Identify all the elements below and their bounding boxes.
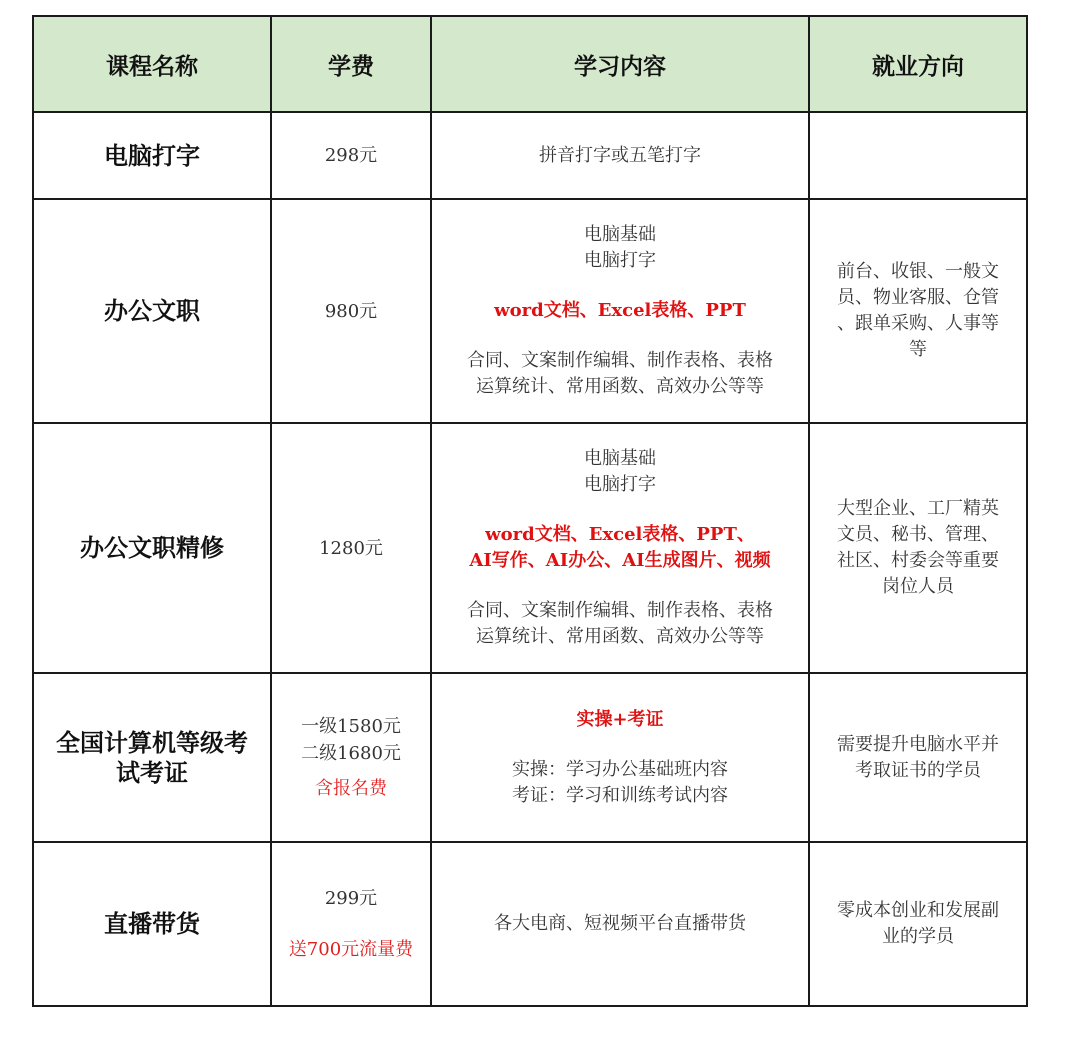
fee-line: 1280元 (319, 537, 383, 559)
course-jobs (809, 112, 1027, 199)
content-line: 各大电商、短视频平台直播带货 (494, 913, 746, 934)
course-table (32, 15, 1028, 1007)
course-name: 办公文职精修 (33, 423, 271, 673)
jobs-line: 大型企业、工厂精英 (837, 498, 999, 519)
content-basic-line: 电脑打字 (584, 250, 656, 271)
jobs-line: 业的学员 (882, 926, 954, 947)
course-content (431, 673, 809, 842)
course-fee (271, 112, 431, 199)
content-detail-line: 实操：学习办公基础班内容 (512, 758, 728, 780)
jobs-line: 需要提升电脑水平并 (837, 733, 999, 755)
jobs-line: 岗位人员 (882, 576, 954, 597)
jobs-line: 前台、收银、一般文 (837, 261, 999, 282)
course-jobs (809, 423, 1027, 673)
content-detail-line: 合同、文案制作编辑、制作表格、表格 (467, 350, 773, 371)
course-name: 全国计算机等级考 试考证 (33, 673, 271, 842)
fee-line: 299元 (324, 888, 378, 909)
jobs-line: 等 (909, 339, 927, 360)
course-fee (271, 842, 431, 1006)
content-highlight-line: word文档、Excel表格、PPT、 (485, 524, 755, 545)
content-basic-line: 电脑基础 (584, 224, 656, 245)
content-detail-line: 合同、文案制作编辑、制作表格、表格 (467, 600, 773, 621)
fee-line: 一级1580元 (301, 716, 401, 737)
course-content (431, 199, 809, 423)
course-jobs (809, 673, 1027, 842)
content-highlight-line: AI写作、AI办公、AI生成图片、视频 (469, 550, 771, 571)
content-highlight-line: word文档、Excel表格、PPT (494, 300, 746, 321)
course-jobs (809, 199, 1027, 423)
fee-note: 含报名费 (315, 778, 387, 799)
fee-line: 980元 (324, 300, 378, 322)
content-basic-line: 电脑打字 (584, 474, 656, 495)
course-name: 办公文职 (33, 199, 271, 423)
jobs-line: 、跟单采购、人事等 (837, 313, 999, 334)
jobs-line: 考取证书的学员 (855, 759, 981, 781)
course-fee (271, 673, 431, 842)
jobs-line: 文员、秘书、管理、 (837, 524, 999, 545)
course-name: 直播带货 (33, 842, 271, 1006)
course-content (431, 423, 809, 673)
content-detail-line: 考证：学习和训练考试内容 (512, 784, 728, 806)
content-basic-line: 电脑基础 (584, 448, 656, 469)
course-jobs (809, 842, 1027, 1006)
course-fee (271, 423, 431, 673)
course-fee (271, 199, 431, 423)
jobs-line: 员、物业客服、仓管 (837, 287, 999, 308)
header-course-name: 课程名称 (33, 16, 271, 112)
table-row (33, 423, 1027, 673)
jobs-line: 社区、村委会等重要 (837, 550, 999, 571)
header-jobs: 就业方向 (809, 16, 1027, 112)
content-detail-line: 运算统计、常用函数、高效办公等等 (476, 376, 764, 397)
header-fee: 学费 (271, 16, 431, 112)
fee-line: 298元 (324, 145, 378, 166)
course-name: 电脑打字 (33, 112, 271, 199)
content-highlight-line: 实操+考证 (576, 708, 664, 730)
table-row (33, 199, 1027, 423)
table-row (33, 112, 1027, 199)
header-content: 学习内容 (431, 16, 809, 112)
course-content (431, 842, 809, 1006)
content-detail-line: 运算统计、常用函数、高效办公等等 (476, 626, 764, 647)
fee-line: 二级1680元 (301, 743, 401, 764)
course-content (431, 112, 809, 199)
content-line: 拼音打字或五笔打字 (539, 144, 701, 166)
header-row (33, 16, 1027, 112)
table-row (33, 673, 1027, 842)
table-row (33, 842, 1027, 1006)
jobs-line: 零成本创业和发展副 (837, 900, 999, 921)
fee-note: 送700元流量费 (288, 939, 414, 960)
